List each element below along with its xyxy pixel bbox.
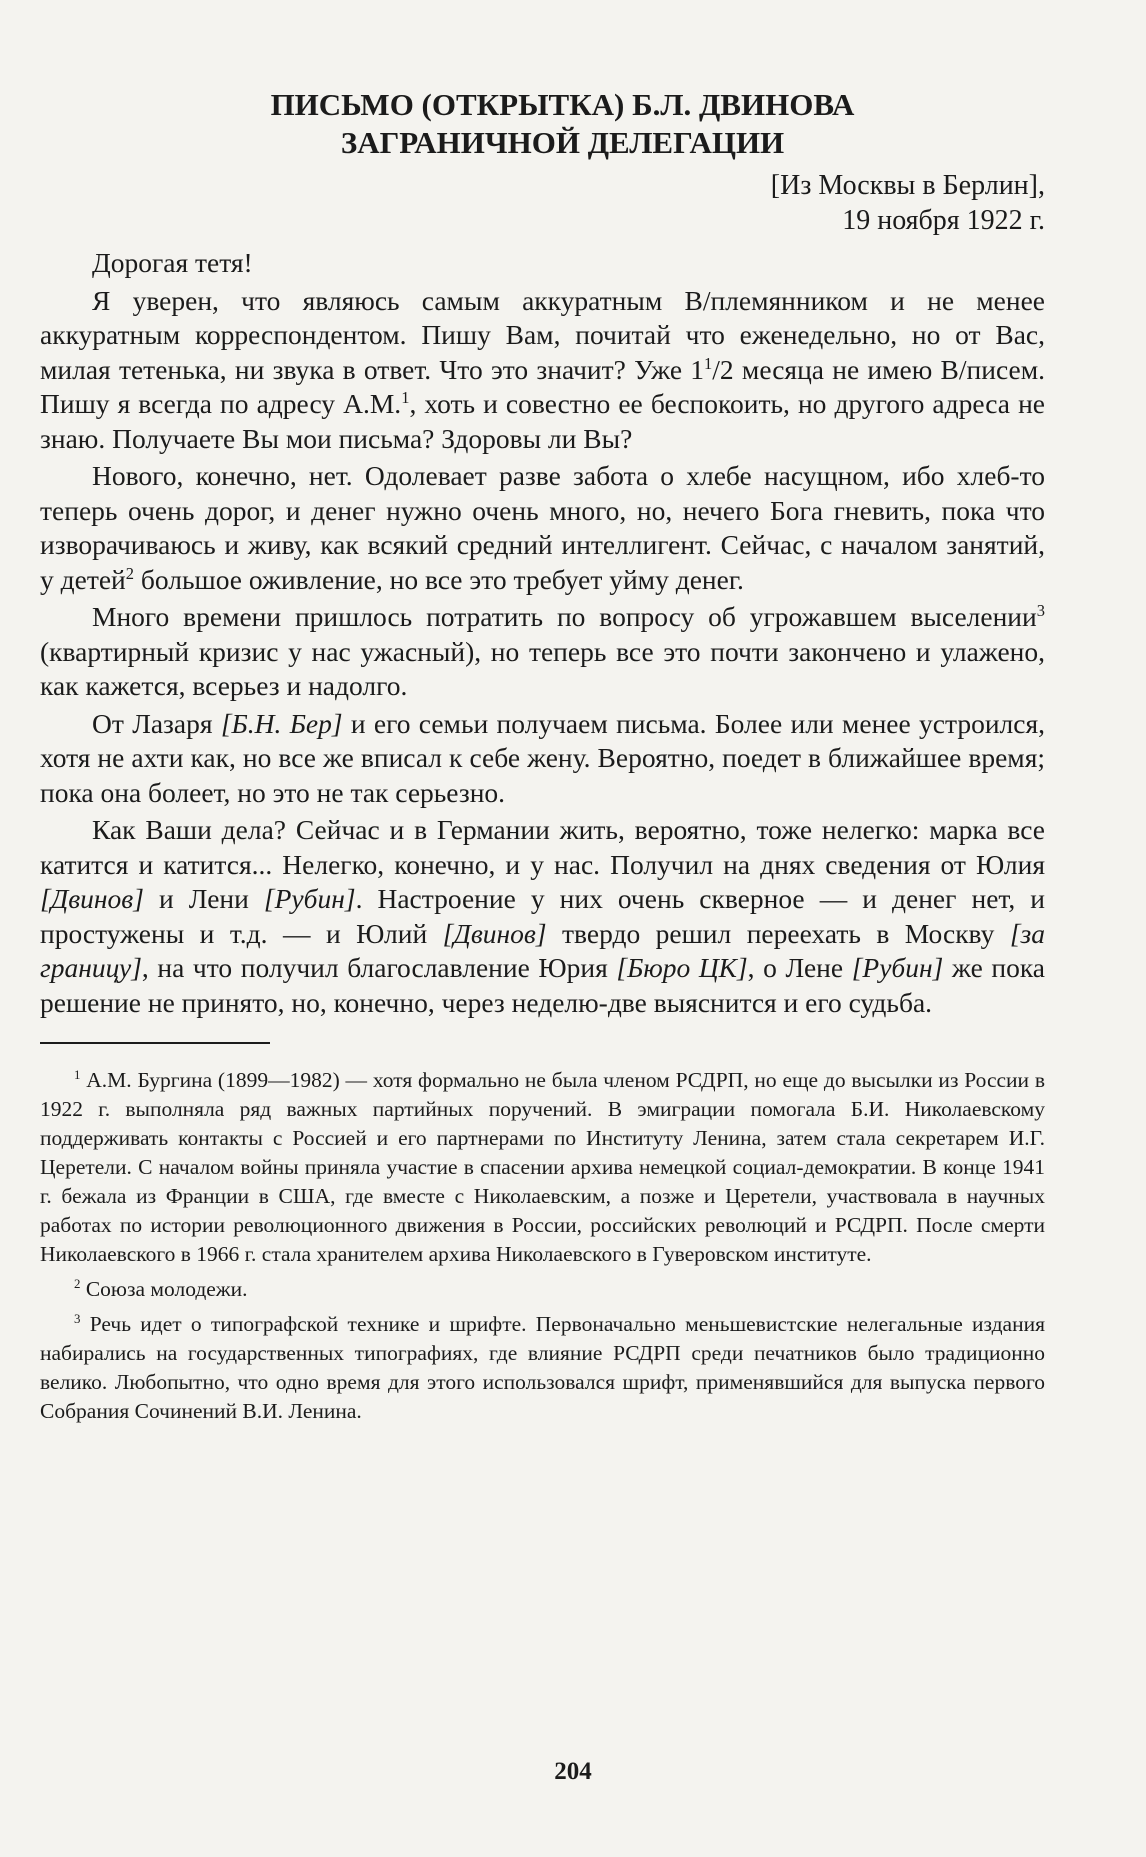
footnote-ref-3: 3 <box>1036 600 1045 620</box>
paragraph-3 <box>40 600 1045 704</box>
document-title <box>40 86 1045 162</box>
footnote-3 <box>40 1310 1045 1426</box>
footnote-divider <box>40 1042 270 1044</box>
paragraph-3-text-b: (квартирный кризис у нас ужасный), но теперь все это почти закончено и улажено, как кажется, всерьез и надолго. <box>40 635 1045 701</box>
paragraph-5-text-e: , на что получил благославление Юрия <box>141 952 617 983</box>
paragraph-5-text-c: . Настроение у них очень скверное — и денег нет, и простужены и т.д. — и Юлий <box>40 883 1045 949</box>
fraction-numerator: 1 <box>704 353 713 373</box>
footnote-1 <box>40 1066 1045 1269</box>
dateline <box>40 168 1045 238</box>
paragraph-2-text-a: Нового, конечно, нет. Одолевает разве забота о хлебе насущном, ибо хлеб-то теперь очень дорог, и денег нужно очень много, но, нечего Бога гневить, пока что изворачиваюсь и живу, как всякий средний интеллигент. Сейчас, с началом занятий, у детей <box>40 460 1045 595</box>
paragraph-4-text-b: и его семьи получаем письма. Более или менее устроился, хотя не ахти как, но все же вписал к себе жену. Вероятно, поедет в ближайшее время; пока она болеет, но это не так серьезно. <box>40 707 1045 808</box>
paragraph-2-text-b: большое оживление, но все это требует уйму денег. <box>134 563 744 595</box>
editorial-note: [за границу] <box>40 917 1045 983</box>
footnote-1-text: А.М. Бургина (1899—1982) — хотя формально не была членом РСДРП, но еще до высылки из России в 1922 г. выполняла ряд важных партийных поручений. В эмиграции помогала Б.И. Николаевскому поддерживать контакты с Россией и его партнерами по Институту Ленина, затем стала секретарем И.Г. Церетели. С началом войны приняла участие в спасении архива немецкой социал-демократии. В конце 1941 г. бежала из Франции в США, где вместе с Николаевским, а позже и Церетели, участвовала в научных работах по истории революционного движения в России, российских революций и РСДРП. После смерти Николаевского в 1966 г. стала хранителем архива Николаевского в Гуверовском институте. <box>40 1068 1045 1266</box>
editorial-note: [Двинов] <box>40 883 144 914</box>
paragraph-5-text-f: , о Лене <box>747 952 852 983</box>
footnote-ref-1: 1 <box>401 387 410 407</box>
paragraph-5-text-g: же пока решение не принято, но, конечно, через неделю-две выяснится и его судьба. <box>40 952 1045 1018</box>
editorial-note: [Рубин] <box>851 952 944 983</box>
footnote-2-mark: 2 <box>74 1276 81 1291</box>
paragraph-5-text-d: твердо решил переехать в Москву <box>546 917 1010 949</box>
title-line-1: ПИСЬМО (ОТКРЫТКА) Б.Л. ДВИНОВА <box>270 87 855 122</box>
paragraph-1-text-b: /2 месяца не имею В/писем. Пишу я всегда по адресу А.М. <box>40 353 1045 419</box>
greeting: Дорогая тетя! <box>92 247 253 278</box>
footnotes <box>40 1066 1045 1426</box>
dateline-date: 19 ноября 1922 г. <box>842 205 1045 236</box>
footnote-2 <box>40 1275 1045 1304</box>
footnote-2-text: Союза молодежи. <box>80 1277 248 1301</box>
title-line-2: ЗАГРАНИЧНОЙ ДЕЛЕГАЦИИ <box>340 125 785 160</box>
paragraph-5 <box>40 813 1045 1020</box>
letter-body <box>40 246 1045 1020</box>
page-number: 204 <box>554 1758 592 1785</box>
editorial-note: [Двинов] <box>442 917 547 949</box>
document-page <box>40 86 1045 1426</box>
paragraph-5-text-b: и Лени <box>143 883 264 914</box>
editorial-note: [Бюро ЦК] <box>616 952 748 983</box>
dateline-place: [Из Москвы в Берлин], <box>770 170 1045 201</box>
paragraph-4 <box>40 707 1045 811</box>
editorial-note: [Б.Н. Бер] <box>220 707 343 739</box>
footnote-3-mark: 3 <box>74 1311 81 1326</box>
paragraph-1-text-c: , хоть и совестно ее беспокоить, но другого адреса не знаю. Получаете Вы мои письма? Здоровы ли Вы? <box>40 388 1045 454</box>
paragraph-4-text-a: От Лазаря <box>92 707 221 739</box>
footnote-1-mark: 1 <box>74 1067 81 1082</box>
footnote-3-text: Речь идет о типографской технике и шрифте. Первоначально меньшевистские нелегальные издания набирались на государственных типографиях, где влияние РСДРП среди печатников было традиционно велико. Любопытно, что одно время для этого использовался шрифт, применявшийся для выпуска первого Собрания Сочинений В.И. Ленина. <box>40 1312 1045 1423</box>
paragraph-2 <box>40 459 1045 597</box>
paragraph-1 <box>40 284 1045 457</box>
paragraph-3-text-a: Много времени пришлось потратить по вопросу об угрожавшем выселении <box>92 601 1037 632</box>
paragraph-5-text-a: Как Ваши дела? Сейчас и в Германии жить, вероятно, тоже нелегко: марка все катится и катится... Нелегко, конечно, и у нас. Получил на днях сведения от Юлия <box>40 814 1045 880</box>
footnote-ref-2: 2 <box>125 563 135 583</box>
paragraph-1-text-a: Я уверен, что являюсь самым аккуратным В/племянником и не менее аккуратным корреспондентом. Пишу Вам, почитай что еженедельно, но от Вас, милая тетенька, ни звука в ответ. Что это значит? Уже 1 <box>40 284 1045 385</box>
editorial-note: [Рубин] <box>263 883 356 914</box>
